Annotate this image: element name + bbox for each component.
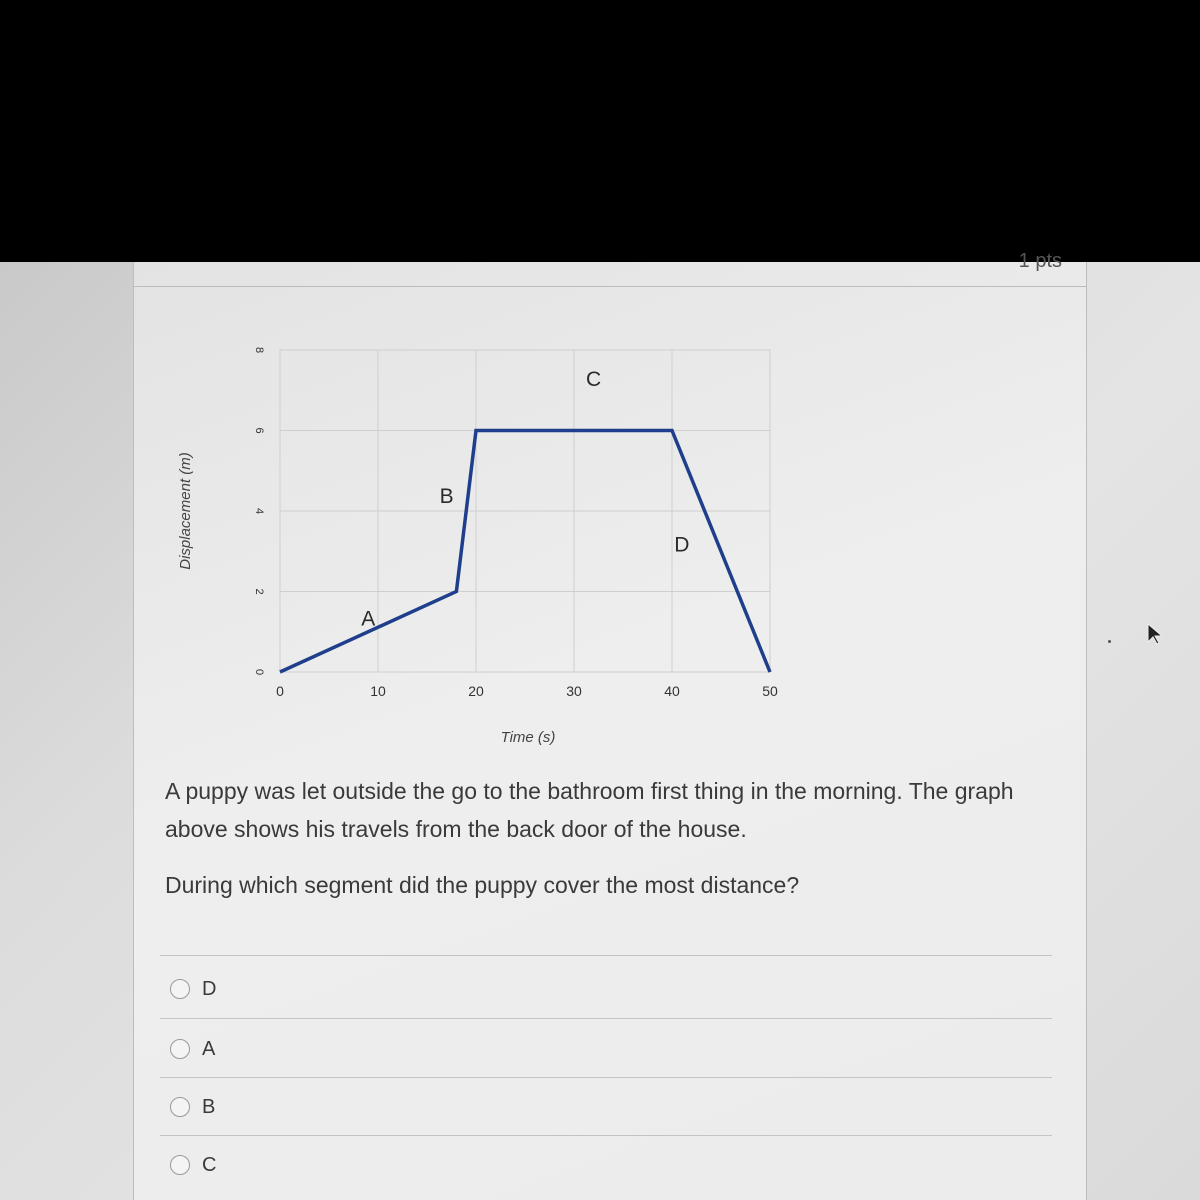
- question-description: A puppy was let outside the go to the bathroom first thing in the morning. The graph above shows his travels from the back door of the house.: [165, 778, 1014, 842]
- y-tick-label: 2: [253, 588, 265, 595]
- answer-option-c[interactable]: [170, 1150, 216, 1180]
- answer-label: A: [202, 1037, 216, 1060]
- answer-label: D: [202, 977, 217, 1000]
- x-tick-label: 20: [468, 683, 484, 699]
- answer-divider: [160, 1135, 1052, 1136]
- chart-grid: [280, 350, 770, 672]
- y-tick-label: 4: [253, 507, 265, 515]
- segment-label-c: C: [586, 368, 602, 392]
- x-axis-label: Time (s): [500, 729, 556, 746]
- x-tick-label: 30: [566, 683, 582, 699]
- y-tick-label: 6: [253, 427, 265, 434]
- radio-button[interactable]: [170, 1155, 190, 1175]
- points-label: 1 pts: [1018, 250, 1062, 272]
- x-axis-ticks: [276, 683, 778, 699]
- answer-label: B: [202, 1095, 216, 1118]
- answer-divider: [160, 1018, 1052, 1019]
- x-tick-label: 0: [276, 683, 284, 699]
- mouse-cursor-icon: [1146, 622, 1164, 646]
- card-header-divider: [134, 286, 1086, 287]
- segment-label-d: D: [674, 533, 690, 557]
- x-tick-label: 40: [664, 683, 680, 699]
- segment-label-a: A: [361, 607, 376, 631]
- x-tick-label: 10: [370, 683, 386, 699]
- answer-option-d[interactable]: [170, 974, 216, 1004]
- answer-option-a[interactable]: [170, 1034, 215, 1064]
- displacement-time-chart: [150, 330, 800, 750]
- screen-speck: [1108, 640, 1111, 643]
- radio-button[interactable]: [170, 1097, 190, 1117]
- radio-button[interactable]: [170, 979, 190, 999]
- y-tick-label: 0: [253, 668, 265, 676]
- answer-label: C: [202, 1153, 217, 1176]
- radio-button[interactable]: [170, 1039, 190, 1059]
- y-axis-label: Displacement (m): [177, 452, 194, 570]
- segment-label-b: B: [439, 484, 454, 508]
- question-prompt: During which segment did the puppy cover the most distance?: [165, 872, 800, 898]
- y-axis-ticks: [253, 347, 265, 675]
- answer-divider: [160, 1077, 1052, 1078]
- answer-option-b[interactable]: [170, 1092, 215, 1122]
- answer-divider: [160, 955, 1052, 956]
- x-tick-label: 50: [762, 683, 778, 699]
- displacement-series-line: [280, 431, 770, 673]
- y-tick-label: 8: [253, 346, 265, 354]
